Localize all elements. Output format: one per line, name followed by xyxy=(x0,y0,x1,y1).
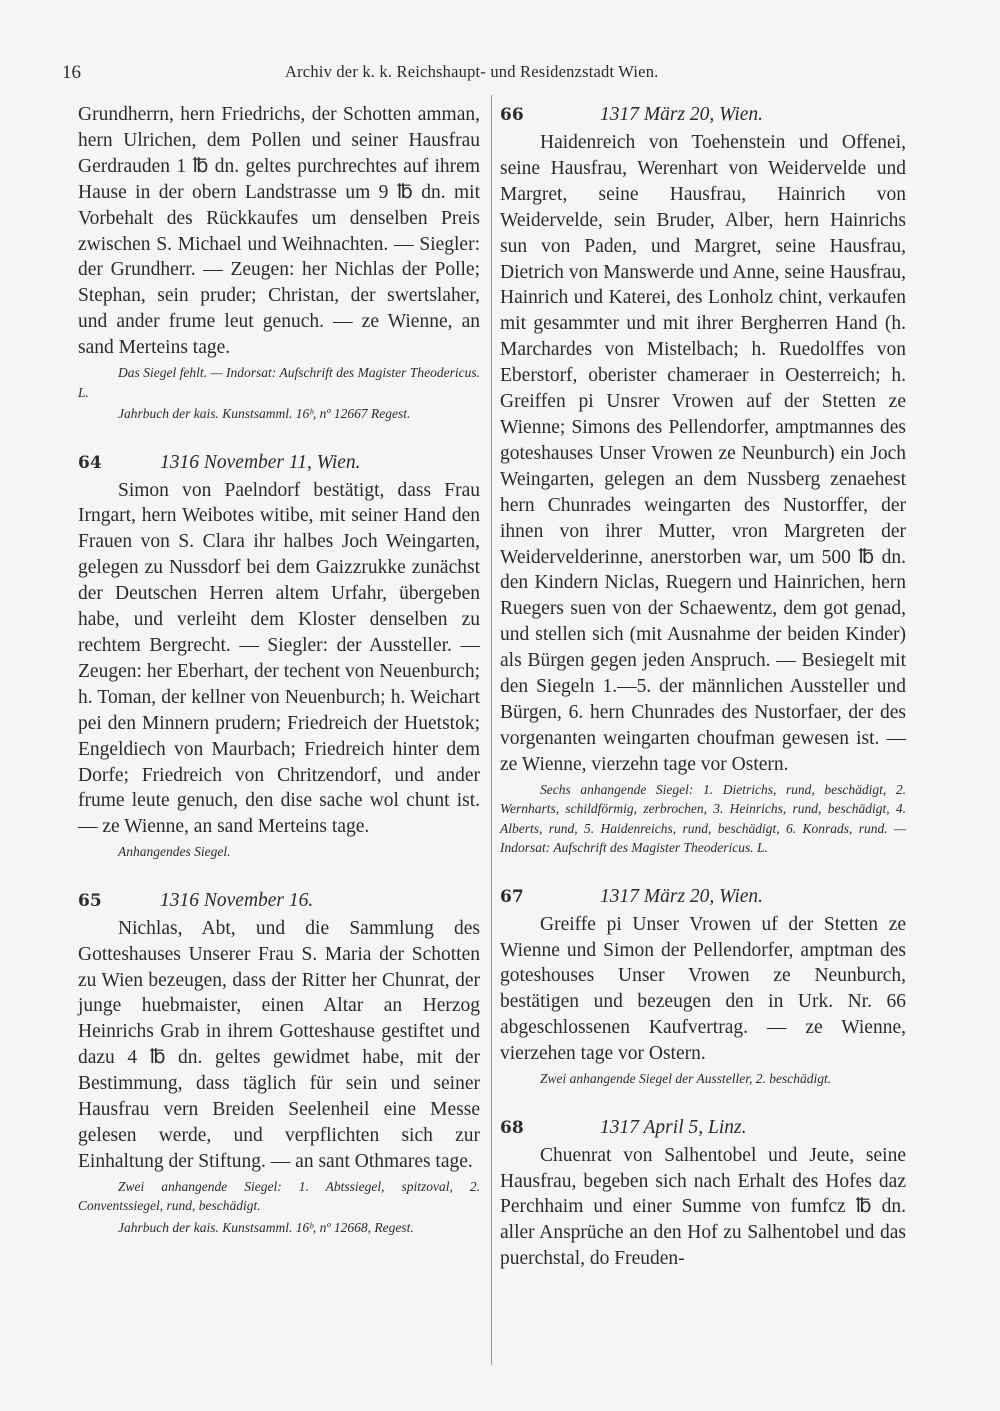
entry-date: 1317 April 5, Linz. xyxy=(600,1116,747,1138)
note: Jahrbuch der kais. Kunstsamml. 16ᵇ, nº 12667 Regest. xyxy=(118,406,411,422)
note: Jahrbuch der kais. Kunstsamml. 16ᵇ, nº 12668, Regest. xyxy=(118,1219,414,1235)
note: Anhangendes Siegel. xyxy=(118,844,231,860)
entry-text: Haidenreich von Toehenstein und Offenei, seine Hausfrau, Werenhart von Weidervelde und Margret, seine Hausfrau, Hainrich von Weidervelde, sein Bruder, Alber, hern Hainrichs sun von Paden, und Margret, seine Hausfrau, Dietrich von Manswerde und Anne, seine Hausfrau, Hainrich und Katerei, des Lonholz chint, verkaufen mit gesammter und mit ihrer Bergherren Hand (h. Marchardes von Mistelbach; h. Ruedolffes von Eberstorf, oberister chameraer in Oesterreich; h. Greiffen pi Unsrer Vrowen auf der Stetten ze Wienne; Simons des Pellendorfer, amptmannes des goteshauses Unser Vrowen ze Neunburch) ein Joch Weingarten, gelegen an dem Nussberg zenaehest hern Chunrades weingarten des Nustorffer, der ihnen von ihrer Mutter, vron Margreten der Weidervelderinne, anerstorben war, um 500 ℔ dn. den Kindern Niclas, Ruegern und Hainrichen, hern Ruegers suen von der Schaewentz, dem got genad, und stellen sich (mit Ausnahme der beiden Kinder) als Bürgen gegen jeden Anspruch. — Besiegelt mit den Siegeln 1.—5. der männlichen Aussteller und Bürgen, 6. hern Chunrades des Nustorfaer, der des vorgenanten weingarten choufman gewesen ist. — ze Wienne, vierzehn tage vor Ostern. xyxy=(500,132,906,775)
page-number: 16 xyxy=(62,62,81,83)
entry-number: 64 xyxy=(78,452,102,473)
entry-heading xyxy=(500,102,906,128)
entry-heading xyxy=(78,450,480,476)
entry-text: Simon von Paelndorf bestätigt, dass Frau Irngart, hern Weibotes witibe, mit seiner Hand den Frauen von S. Clara ihr halbes Joch Weingarten, gelegen zu Nussdorf bei dem Gaizzrukke zunächst der Deutschen Herren altem Urfahr, übergeben habe, und verleiht dem Kloster denselben zu rechtem Bergrecht. — Siegler: der Aussteller. — Zeugen: her Eberhart, der techent von Neuenburch; h. Toman, der kellner von Neuenburch; h. Weichart pei den Minnern prudern; Friedreich der Huetstok; Engeldiech von Maurbach; Friedreich hinter dem Dorfe; Friedreich von Chritzendorf, und ander frume leute genuch, den dise sache wol chunt ist. — ze Wienne, an sand Merteins tage. xyxy=(78,479,480,838)
note: Zwei anhangende Siegel der Aussteller, 2. beschädigt. xyxy=(540,1071,832,1087)
entry-text: Nichlas, Abt, und die Sammlung des Gotteshauses Unserer Frau S. Maria der Schotten zu Wien bezeugen, dass der Ritter her Chunrat, der junge huebmaister, einen Altar an Herzog Heinrichs Grab in ihrem Gotteshause gestiftet und dazu 4 ℔ dn. geltes gewidmet habe, mit der Bestimmung, dass täglich für sein und seiner Hausfrau vern Breiden Seelenheil eine Messe gelesen werde, und verpflichten sich zur Einhaltung der Stiftung. — an sant Othmares tage. xyxy=(78,917,480,1172)
entry-66 xyxy=(500,102,906,858)
entry-text: Greiffe pi Unser Vrowen uf der Stetten ze Wienne und Simon der Pellendorfer, amptman des goteshouses Unser Vrowen ze Neunburch, bestätigen und bezeugen den in Urk. Nr. 66 abgeschlossenen Kaufvertrag. — ze Wienne, vierzehen tage vor Ostern. xyxy=(500,913,906,1065)
entry-number: 67 xyxy=(500,886,524,907)
entry-64 xyxy=(78,450,480,862)
column-divider xyxy=(491,95,492,1365)
note: Sechs anhangende Siegel: 1. Dietrichs, rund, beschädigt, 2. Wernharts, schildförmig, zerbrochen, 3. Heinrichs, rund, beschädigt, 4. Alberts, rund, 5. Haidenreichs, rund, beschädigt, 6. Konrads, rund. — Indorsat: Aufschrift des Magister Theodericus. L. xyxy=(500,781,906,856)
entry-number: 68 xyxy=(500,1117,524,1138)
entry-68 xyxy=(500,1115,906,1273)
running-head: Archiv der k. k. Reichshaupt- und Residenzstadt Wien. xyxy=(285,62,659,81)
continuation-text: Grundherrn, hern Friedrichs, der Schotten amman, hern Ulrichen, dem Pollen und seiner Hausfrau Gerdrauden 1 ℔ dn. geltes purchrechtes auf ihrem Hause in der obern Landstrasse um 9 ℔ dn. mit Vorbehalt des Rückkaufes um denselben Preis zwischen S. Michael und Weihnachten. — Siegler: der Grundherr. — Zeugen: her Nichlas der Polle; Stephan, sein pruder; Christan, der swertslaher, und ander frume leut genuch. — ze Wienne, an sand Merteins tage. xyxy=(78,104,480,359)
entry-number: 66 xyxy=(500,105,524,125)
entry-text: Chuenrat von Salhentobel und Jeute, seine Hausfrau, begeben sich nach Erhalt des Hofes daz Perchhaim und einer Summe von fumfcz ℔ dn. aller Ansprüche an den Hof zu Salhentobel und das puerchstal, do Freuden- xyxy=(500,1144,906,1270)
right-column xyxy=(500,102,906,1272)
entry-number: 65 xyxy=(78,890,102,911)
note: Zwei anhangende Siegel: 1. Abtssiegel, spitzoval, 2. Conventssiegel, rund, beschädigt. xyxy=(78,1178,480,1214)
left-column xyxy=(78,102,480,1237)
entry-heading xyxy=(500,1115,906,1141)
entry-heading xyxy=(78,888,480,914)
entry-65 xyxy=(78,888,480,1238)
entry-date: 1316 November 16. xyxy=(160,889,314,911)
entry-date: 1317 März 20, Wien. xyxy=(600,104,764,125)
entry-date: 1317 März 20, Wien. xyxy=(600,885,764,907)
note: Das Siegel fehlt. — Indorsat: Aufschrift des Magister Theodericus. L. xyxy=(78,365,480,400)
entry-heading xyxy=(500,884,906,910)
entry-date: 1316 November 11, Wien. xyxy=(160,451,361,473)
entry-67 xyxy=(500,884,906,1089)
